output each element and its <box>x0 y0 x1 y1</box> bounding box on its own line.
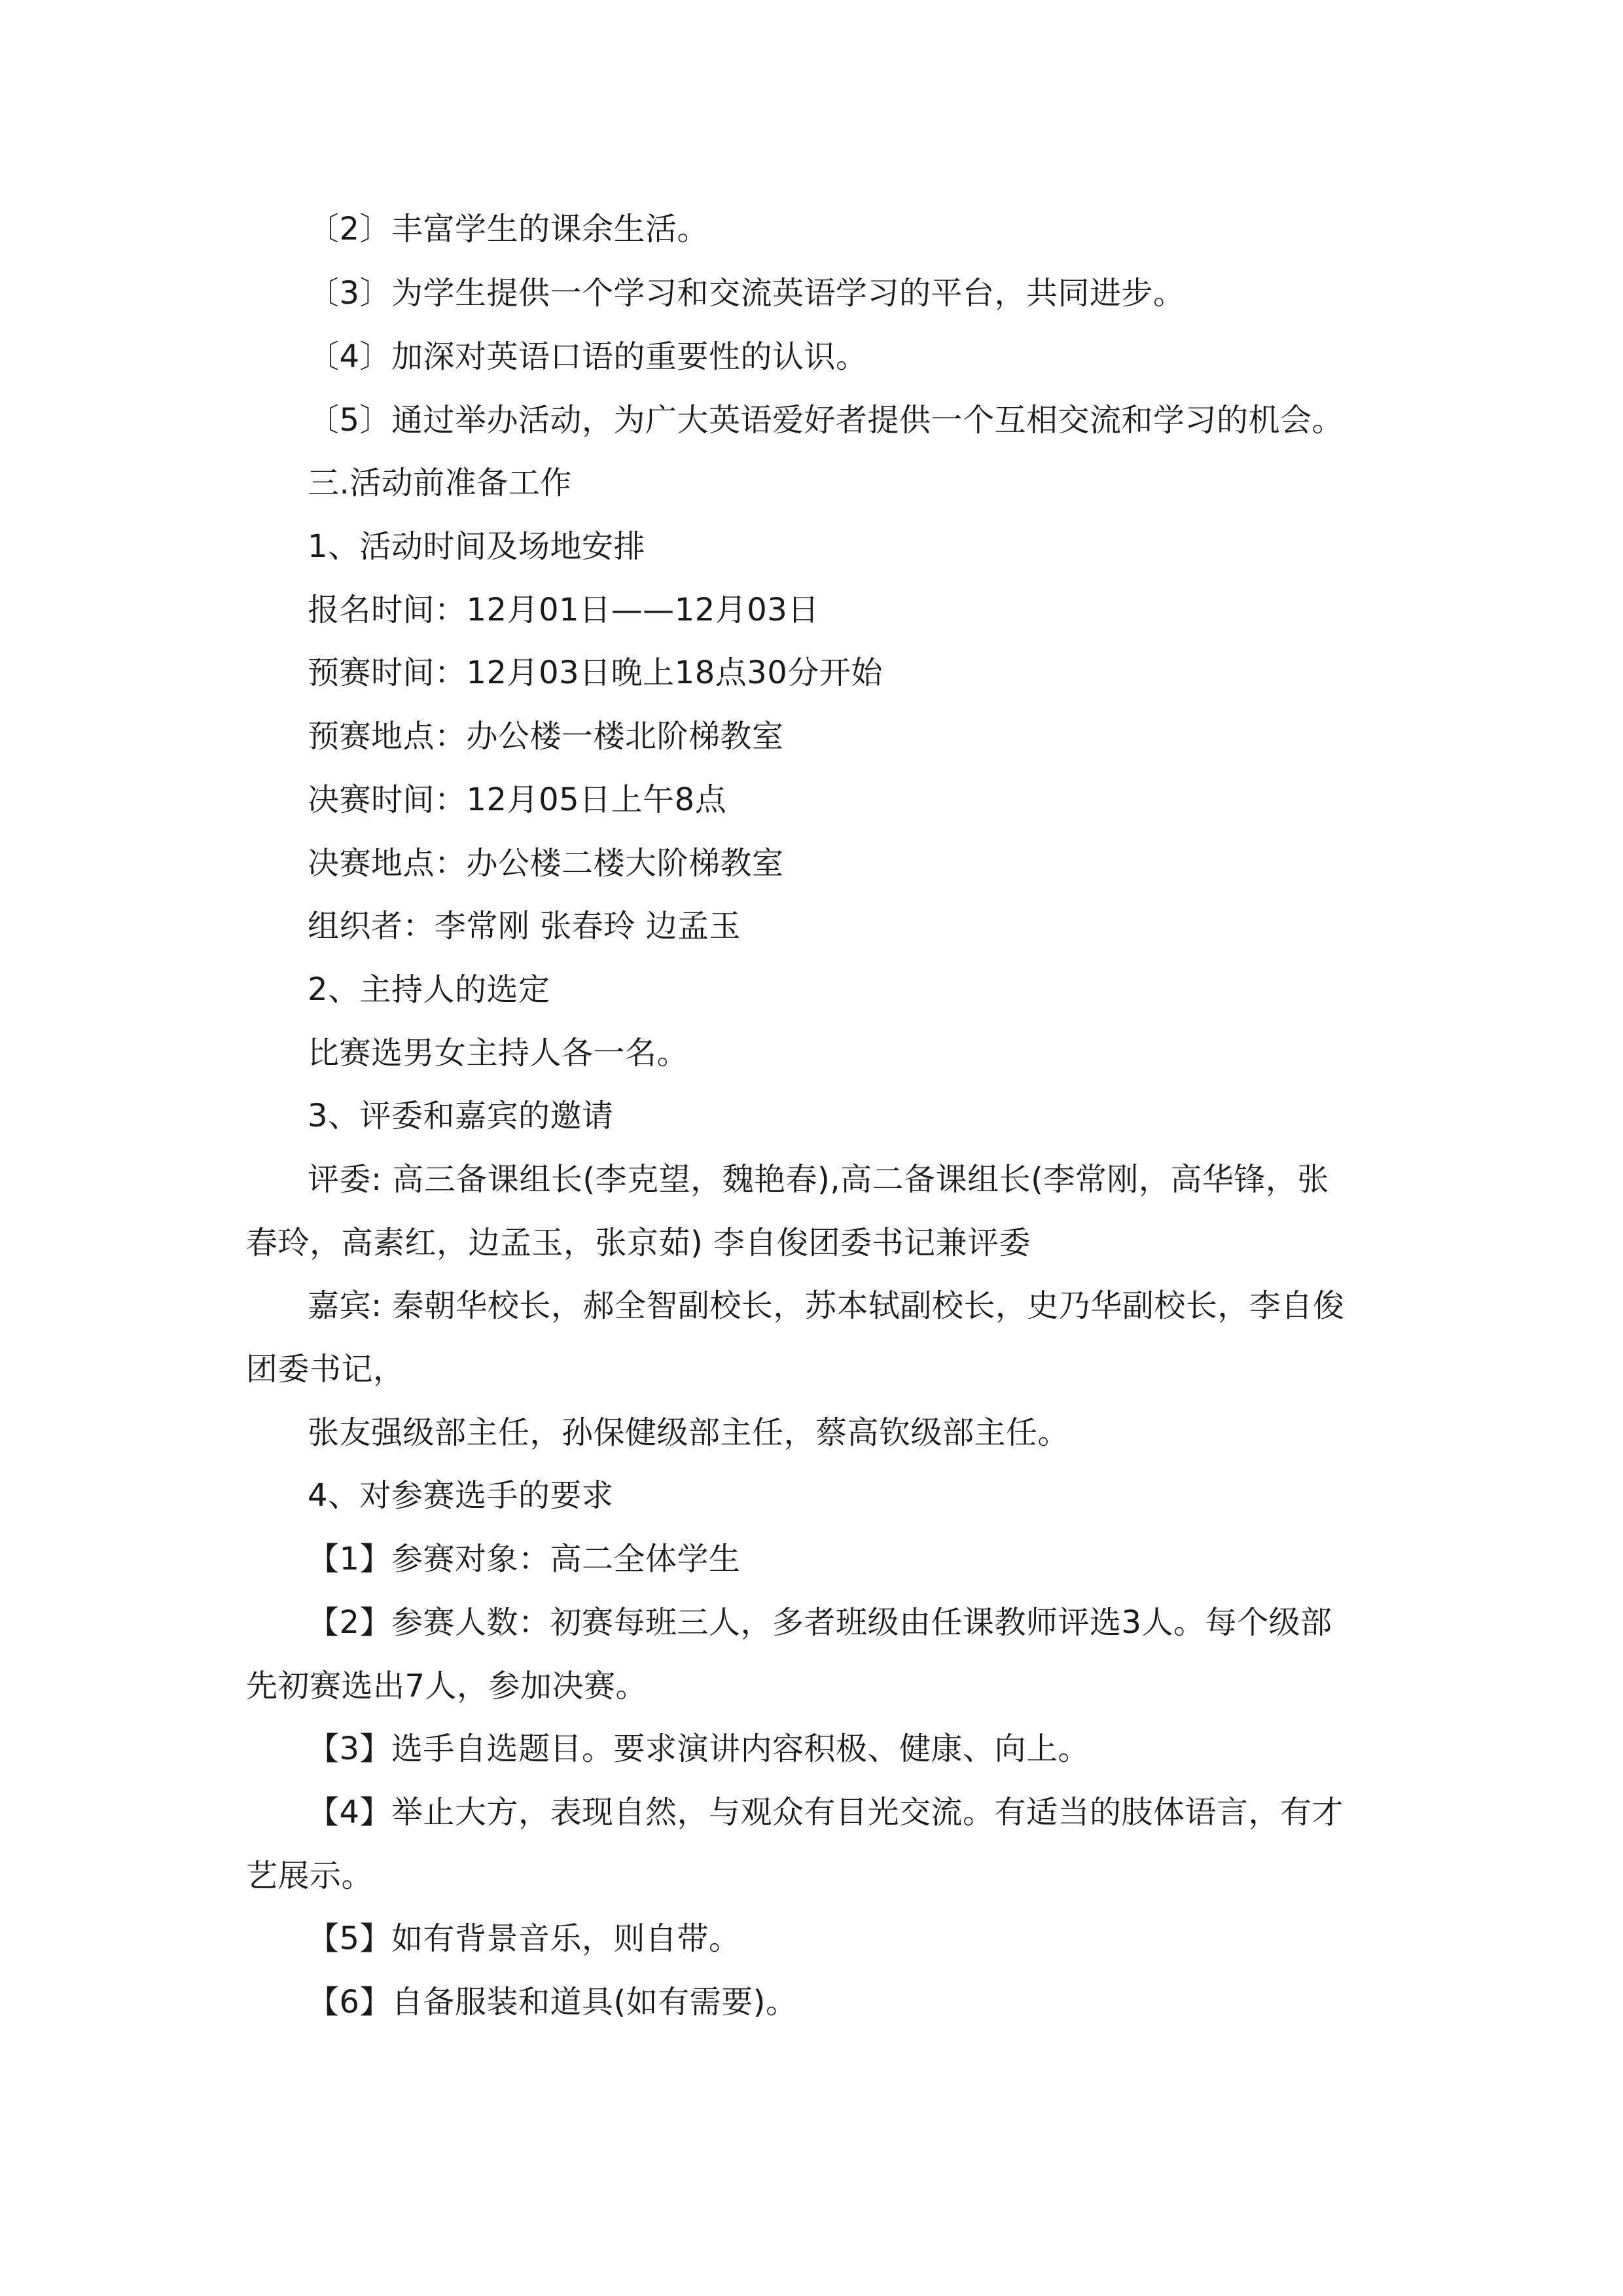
objective-3: 〔3〕为学生提供一个学习和交流英语学习的平台，共同进步。 <box>308 275 1185 312</box>
subheading-requirements: 4、对参赛选手的要求 <box>308 1477 614 1514</box>
requirement-5: 【5】如有背景音乐，则自带。 <box>308 1920 741 1957</box>
preliminary-time: 预赛时间：12月03日晚上18点30分开始 <box>308 655 883 691</box>
judges-line-1: 评委: 高三备课组长(李克望，魏艳春),高二备课组长(李常刚，高华锋，张 <box>308 1161 1329 1198</box>
final-time: 决赛时间：12月05日上午8点 <box>308 781 727 818</box>
subheading-judges-guests: 3、评委和嘉宾的邀请 <box>308 1098 614 1134</box>
judges-line-2: 春玲，高素红，边孟玉，张京茹) 李自俊团委书记兼评委 <box>246 1225 1031 1261</box>
preliminary-venue: 预赛地点：办公楼一楼北阶梯教室 <box>308 718 784 755</box>
guests-line-2: 团委书记， <box>246 1351 405 1388</box>
objective-4: 〔4〕加深对英语口语的重要性的认识。 <box>308 338 868 375</box>
requirement-2-line-2: 先初赛选出7人，参加决赛。 <box>246 1668 648 1704</box>
hosts-text: 比赛选男女主持人各一名。 <box>308 1035 689 1071</box>
requirement-4-line-1: 【4】举止大方，表现自然，与观众有目光交流。有适当的肢体语言，有才 <box>308 1794 1344 1831</box>
registration-time: 报名时间：12月01日——12月03日 <box>308 592 819 628</box>
final-venue: 决赛地点：办公楼二楼大阶梯教室 <box>308 845 784 882</box>
subheading-hosts: 2、主持人的选定 <box>308 971 550 1008</box>
requirement-2-line-1: 【2】参赛人数：初赛每班三人，多者班级由任课教师评选3人。每个级部 <box>308 1604 1332 1641</box>
organizers: 组织者：李常刚 张春玲 边孟玉 <box>308 908 741 944</box>
requirement-6: 【6】自备服装和道具(如有需要)。 <box>308 1984 798 2020</box>
requirement-4-line-2: 艺展示。 <box>246 1857 374 1894</box>
guests-line-3: 张友强级部主任，孙保健级部主任，蔡高钦级部主任。 <box>308 1414 1070 1451</box>
guests-line-1: 嘉宾: 秦朝华校长，郝全智副校长，苏本轼副校长，史乃华副校长，李自俊 <box>308 1287 1345 1324</box>
subheading-time-venue: 1、活动时间及场地安排 <box>308 528 646 565</box>
objective-2: 〔2〕丰富学生的课余生活。 <box>308 211 709 247</box>
section-heading-preparation: 三.活动前准备工作 <box>308 465 572 501</box>
requirement-3: 【3】选手自选题目。要求演讲内容积极、健康、向上。 <box>308 1731 1090 1767</box>
requirement-1: 【1】参赛对象：高二全体学生 <box>308 1541 741 1577</box>
objective-5: 〔5〕通过举办活动，为广大英语爱好者提供一个互相交流和学习的机会。 <box>308 402 1344 439</box>
